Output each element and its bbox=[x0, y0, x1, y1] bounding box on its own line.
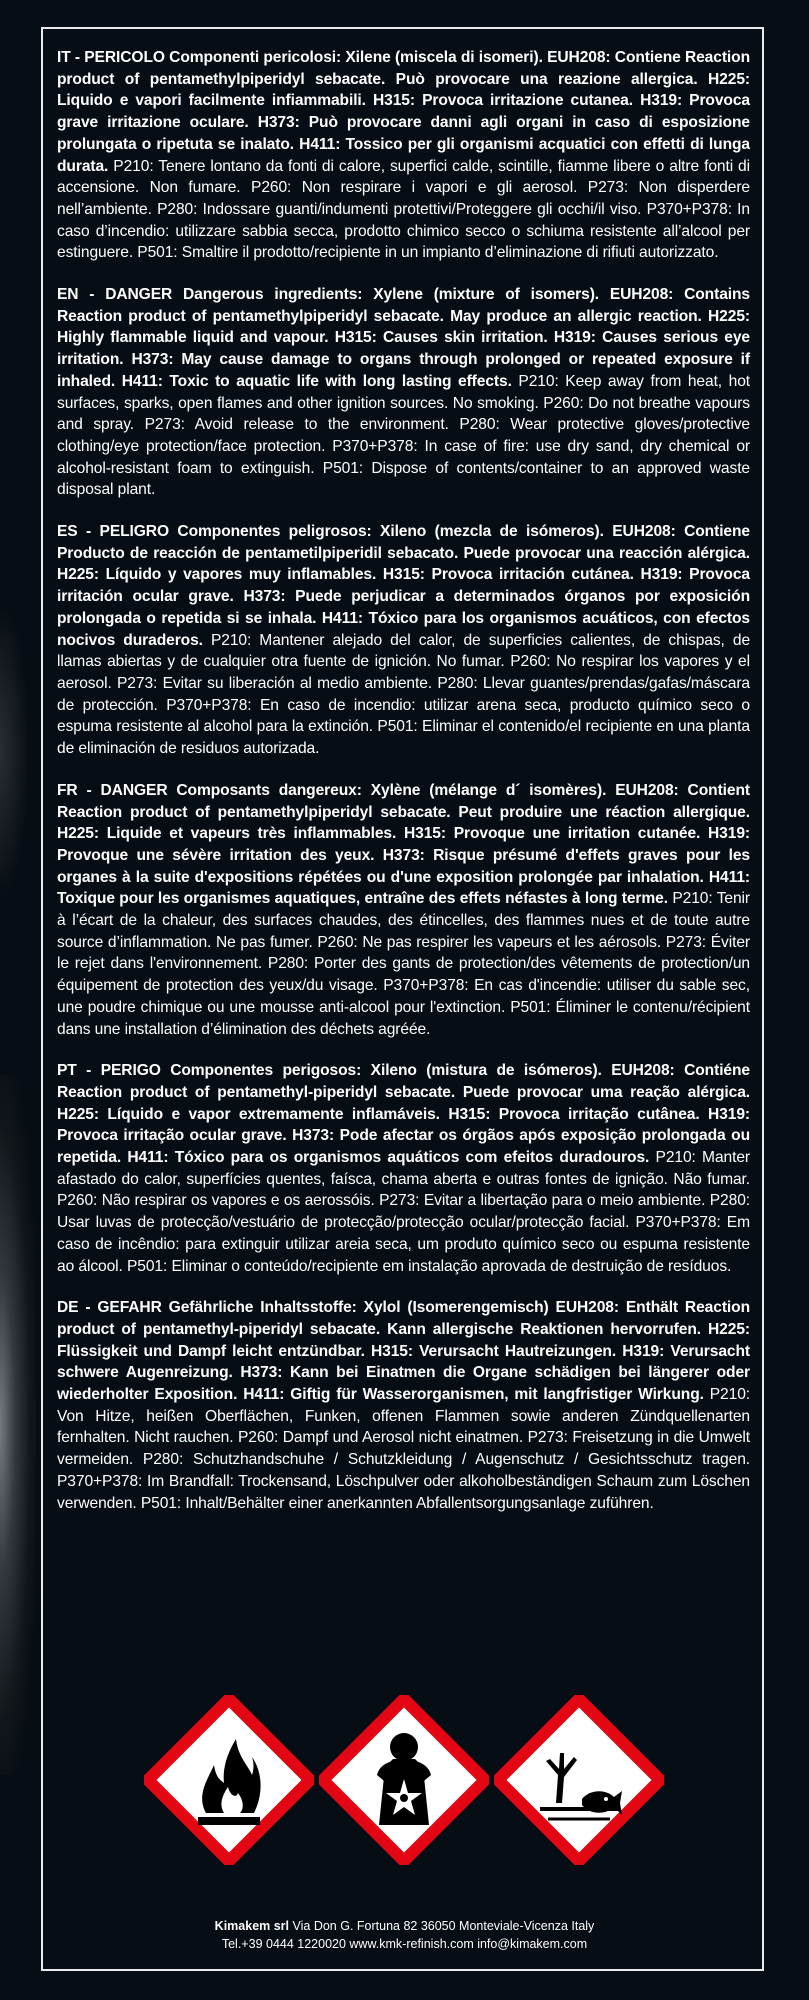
section-it bbox=[57, 47, 750, 264]
section-es bbox=[57, 521, 750, 760]
section-heading: FR - DANGER Composants dangereux: Xylène (mélange d´ isomères). EUH208: Contient Reaction product of pentamethylpiperidyl sebacate. Peut produire une réaction allergique. H225: Liquide et vapeurs très inflammables. H315: Provoque une irritation cutanée. H319: Provoque une sévère irritation des yeux. H373: Risque présumé d'effets graves pour les organes à la suite d'expositions répétées ou d'une exposition prolongée par inhalation. H411: Toxique pour les organismes aquatiques, entraîne des effets néfastes à long terme. bbox=[57, 781, 750, 908]
section-heading: EN - DANGER Dangerous ingredients: Xylene (mixture of isomers). EUH208: Contains Reaction product of pentamethylpiperidyl sebacate. May produce an allergic reaction. H225: Highly flammable liquid and vapour. H315: Causes skin irritation. H319: Causes serious eye irritation. H373: May cause damage to organs through prolonged or repeated exposure if inhaled. H411: Toxic to aquatic life with long lasting effects. bbox=[57, 286, 750, 390]
section-en bbox=[57, 284, 750, 501]
section-de bbox=[57, 1297, 750, 1514]
address: Via Don G. Fortuna 82 36050 Monteviale-Vicenza Italy bbox=[289, 1919, 595, 1933]
ghs-pictograms bbox=[100, 1695, 620, 1895]
company-address bbox=[0, 1917, 809, 1935]
section-heading: ES - PELIGRO Componentes peligrosos: Xileno (mezcla de isómeros). EUH208: Contiene Producto de reacción de pentametilpiperidil sebacato. Puede provocar una reacción alérgica. H225: Líquido y vapores muy inflamables. H315: Provoca irritación cutánea. H319: Provoca irritación ocular grave. H373: Puede perjudicar a determinados órganos por exposición prolongada o repetida si se inhala. H411: Tóxico para los organismos acuáticos, con efectos nocivos duraderos. bbox=[57, 523, 750, 649]
section-fr bbox=[57, 780, 750, 1040]
section-heading: DE - GEFAHR Gefährliche Inhaltsstoffe: Xylol (Isomerengemisch) EUH208: Enthält Reaction product of pentamethyl-piperidyl sebacate. Kann allergische Reaktionen hervorrufen. H225: Flüssigkeit und Dampf leicht entzündbar. H315: Verursacht Hautreizungen. H319: Verursacht schwere Augenreizung. H373: Kann bei Einatmen die Organe schädigen bei längerer oder wiederholter Exposition. H411: Giftig für Wasserorganismen, mit langfristiger Wirkung. bbox=[57, 1299, 750, 1404]
health-hazard-icon bbox=[319, 1695, 489, 1865]
section-body: P210: Von Hitze, heißen Oberflächen, Funken, offenen Flammen sowie anderen Zündquellenarten fernhalten. Nicht rauchen. P260: Dampf und Aerosol nicht einatmen. P273: Freisetzung in die Umwelt vermeiden. P280: Schutzhandschuhe / Schutzkleidung / Augenschutz / Gesichtsschutz tragen. P370+P378: Im Brandfall: Trockensand, Löschpulver oder alkoholbeständigen Schaum zum Löschen verwenden. P501: Inhalt/Behälter einer anerkannten Abfallentsorgungsanlage zuführen. bbox=[57, 1386, 750, 1512]
flame-icon bbox=[144, 1695, 314, 1865]
environment-icon bbox=[494, 1695, 664, 1865]
section-body: P210: Mantener alejado del calor, de superficies calientes, de chispas, de llamas abiertas y de cualquier otra fuente de ignición. No fumar. P260: No respirar los vapores y el aerosol. P273: Evitar su liberación al medio ambiente. P280: Llevar guantes/prendas/gafas/máscara de protección. P370+P378: En caso de incendio: utilizar arena seca, producto químico seco o espuma resistente al alcohol para la extinción. P501: Eliminar el contenido/el recipiente en una planta de eliminación de residuos autorizada. bbox=[57, 631, 751, 758]
section-body: P210: Tenere lontano da fonti di calore, superfici calde, scintille, fiamme libere o altre fonti di accensione. Non fumare. P260: Non respirare i vapori e gli aerosol. P273: Non disperdere nell’ambiente. P280: Indossare guanti/indumenti protettivi/Proteggere gli occhi/il viso. P370+P378: In caso d’incendio: utilizzare sabbia secca, prodotto chimico secco o schiuma resistente all’alcool per estinguere. P501: Smaltire il prodotto/recipiente in un impianto d’eliminazione di rifiuti autorizzato. bbox=[57, 157, 750, 262]
section-body: P210: Keep away from heat, hot surfaces, sparks, open flames and other ignition sources. No smoking. P260: Do not breathe vapours and spray. P273: Avoid release to the environment. P280: Wear protective gloves/protective clothing/eye protection/face protection. P370+P378: In case of fire: use dry sand, dry chemical or alcohol-resistant foam to extinguish. P501: Dispose of contents/container to an approved waste disposal plant. bbox=[57, 372, 751, 499]
contact-line: Tel.+39 0444 1220020 www.kmk-refinish.com info@kimakem.com bbox=[221, 1937, 588, 1951]
safety-text-panel bbox=[41, 27, 764, 1971]
section-heading: IT - PERICOLO Componenti pericolosi: Xilene (miscela di isomeri). EUH208: Contiene Reaction product of pentamethylpiperidyl sebacate. Può provocare una reazione allergica. H225: Liquido e vapori facilmente infiammabili. H315: Provoca irritazione cutanea. H319: Provoca grave irritazione oculare. H373: Può provocare danni agli organi in caso di esposizione prolungata o ripetuta se inalato. H411: Tossico per gli organismi acquatici con effetti di lunga durata. bbox=[57, 49, 750, 175]
section-heading: PT - PERIGO Componentes perigosos: Xileno (mistura de isómeros). EUH208: Contiéne Reaction product of pentamethyl-piperidyl sebacate. Puede provocar uma reação alérgica. H225: Líquido e vapor extremamente inflamáveis. H315: Provoca irritação cutânea. H319: Provoca irritação ocular grave. H373: Pode afectar os órgãos após exposição prolongada ou repetida. H411: Tóxico para os organismos aquáticos com efeitos duradouros. bbox=[57, 1062, 750, 1167]
section-body: P210: Manter afastado do calor, superfícies quentes, faísca, chama aberta e outras fontes de ignição. Não fumar. P260: Não respirar os vapores e os aerossóis. P273: Evitar a libertação para o meio ambiente. P280: Usar luvas de protecção/vestuário de protecção/protecção ocular/protecção facial. P370+P378: Em caso de incêndio: para extinguir utilizar areia seca, um produto químico seco ou espuma resistente ao álcool. P501: Eliminar o conteúdo/recipiente em instalação aprovada de destruição de resíduos. bbox=[57, 1149, 750, 1275]
section-pt bbox=[57, 1060, 750, 1277]
background-texture bbox=[0, 600, 30, 900]
company-footer bbox=[0, 1917, 809, 1953]
section-body: P210: Tenir à l’écart de la chaleur, des surfaces chaudes, des étincelles, des flammes nues et de toute autre source d’inflammation. Ne pas fumer. P260: Ne pas respirer les vapeurs et les aérosols. P273: Éviter le rejet dans l'environnement. P280: Porter des gants de protection/des vêtements de protection/un équipement de protection des yeux/du visage. P370+P378: En cas d'incendie: utiliser du sable sec, une poudre chimique ou une mousse anti-alcool pour l'extinction. P501: Éliminer le contenu/récipient dans une installation d’élimination des déchets agréée. bbox=[57, 890, 750, 1038]
background-texture bbox=[0, 1075, 36, 1775]
company-name: Kimakem srl bbox=[214, 1919, 290, 1933]
